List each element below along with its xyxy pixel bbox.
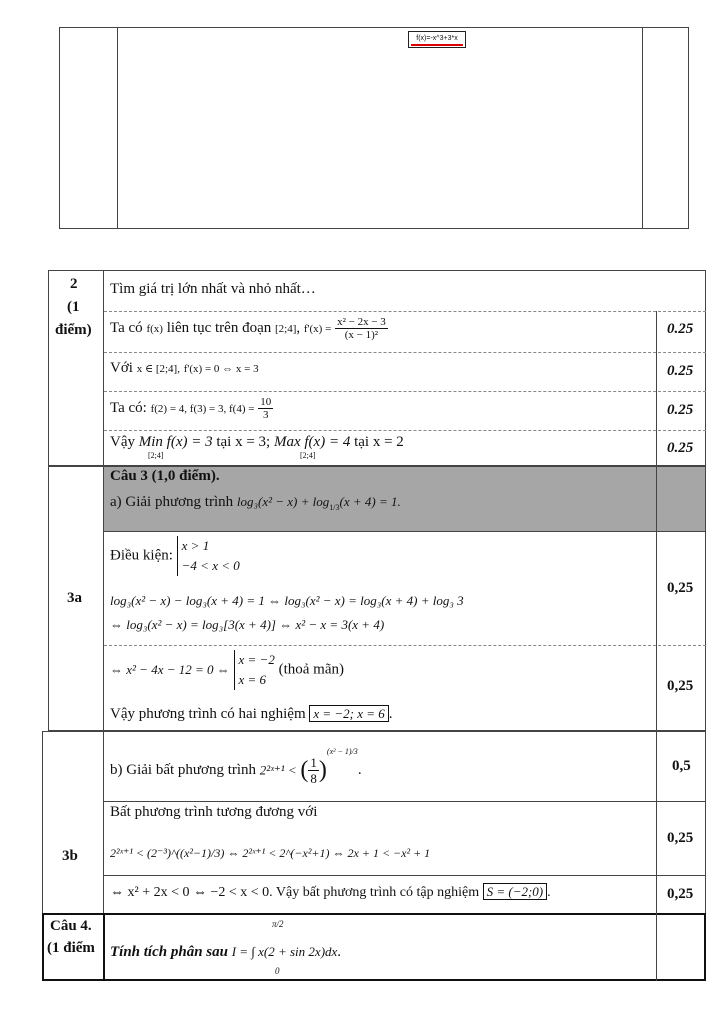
q2-row1-num: x² − 2x − 3 bbox=[337, 316, 386, 328]
q3b-exp: (x² − 1)/3 bbox=[326, 746, 358, 756]
q2-row1-fx: f(x) bbox=[146, 322, 163, 335]
q3b-eq: 2²ˣ⁺¹ < bbox=[259, 762, 297, 778]
q3b-equiv-line: 2²ˣ⁺¹ < (2⁻³)^((x²−1)/3) ⇔ 2²ˣ⁺¹ < 2^(−x²+1) ⇔ 2x + 1 < −x² + 1 bbox=[110, 846, 431, 860]
q3a-eq: ⇔ x² − 4x − 12 = 0 ⇔ bbox=[110, 662, 230, 677]
q3a-score-2: 0,25 bbox=[667, 678, 694, 694]
q2-row2-eq: f'(x) = 0 ⇔ x = 3 bbox=[183, 363, 259, 375]
q3a-sep-1 bbox=[104, 531, 706, 532]
q2-sep-4 bbox=[104, 430, 706, 431]
sat-label: (thoả mãn) bbox=[278, 661, 344, 678]
q2-row1-fraction bbox=[335, 316, 388, 341]
graph-left-divider bbox=[117, 27, 118, 229]
q3b-final-text: ⇔ x² + 2x < 0 ⇔ −2 < x < 0. Vậy bất phương trình có tập nghiệm bbox=[110, 885, 480, 900]
q3b-equiv: Bất phương trình tương đương với bbox=[110, 804, 318, 820]
q3a-sep-2 bbox=[104, 645, 706, 646]
concl-text: Vậy phương trình có hai nghiệm bbox=[110, 706, 306, 722]
q2-points: (1 bbox=[67, 299, 80, 315]
paren-open: ( bbox=[300, 757, 309, 783]
cond-1: x > 1 bbox=[181, 538, 210, 553]
q2-row1: Ta có f(x) liên tục trên đoạn [2;4], f'(x) = $\frac{\text{x² − 2x − 3}}{\text{(x − 1)²}}$ bbox=[110, 316, 386, 341]
q2-row4-sub-min: [2;4] bbox=[148, 451, 164, 460]
q3b-sep-1 bbox=[104, 801, 706, 802]
q3b-final: ⇔ x² + 2x < 0 ⇔ −2 < x < 0. Vậy bất phương trình có tập nghiệm S = (−2;0) . bbox=[110, 884, 551, 900]
q2-row3 bbox=[110, 396, 273, 421]
q3b-part-label: b) Giải bất phương trình bbox=[110, 762, 257, 778]
q2-row2-cond: x ∈ [2;4], bbox=[136, 363, 180, 375]
q3b-sep-2 bbox=[104, 875, 706, 876]
q2-row1-deriv: f'(x) = bbox=[303, 322, 332, 335]
sol-2: x = 6 bbox=[238, 672, 267, 687]
q2-row2 bbox=[110, 360, 259, 377]
q3b-label: 3b bbox=[62, 848, 78, 864]
q2-row4-min: Min f(x) = 3 bbox=[138, 434, 213, 450]
q2-score-3: 0.25 bbox=[667, 402, 694, 418]
cond-label: Điều kiện: bbox=[110, 547, 173, 564]
q4-text: Tính tích phân sau I = ∫ x(2 + sin 2x)dx. bbox=[110, 944, 342, 960]
q4-prompt: Tính tích phân sau bbox=[110, 944, 228, 960]
graph-right-divider bbox=[642, 27, 643, 229]
q2-row3-a: Ta có: bbox=[110, 399, 147, 416]
q2-row1-interval: [2;4] bbox=[274, 322, 297, 335]
cond-brace bbox=[177, 536, 240, 576]
q3a-score-divider bbox=[656, 466, 657, 731]
q4-integral: I = ∫ x(2 + sin 2x)dx bbox=[231, 944, 338, 959]
q2-points-2: điểm) bbox=[55, 322, 92, 338]
q2-row4-sub-max: [2;4] bbox=[300, 451, 316, 460]
q2-intro: Tìm giá trị lớn nhất và nhỏ nhất… bbox=[110, 281, 316, 297]
paren-close: ) bbox=[318, 757, 327, 783]
q2-row3-num: 10 bbox=[260, 396, 272, 408]
q2-sep-1 bbox=[104, 311, 706, 312]
q2-row1-a: Ta có bbox=[110, 319, 143, 336]
q3-part-a-sub: 1/3 bbox=[329, 503, 340, 512]
q3b-frac bbox=[308, 755, 319, 786]
q2-score-2: 0.25 bbox=[667, 363, 694, 379]
sol-1: x = −2 bbox=[238, 652, 275, 667]
q3-title: Câu 3 (1,0 điểm). bbox=[110, 468, 220, 484]
q4-upper: π/2 bbox=[272, 919, 284, 929]
q3b-score-1: 0,25 bbox=[667, 830, 694, 846]
q2-score-4: 0.25 bbox=[667, 440, 694, 456]
q3a-condition bbox=[110, 536, 240, 576]
q3a-label: 3a bbox=[67, 590, 82, 606]
q3a-line3 bbox=[110, 650, 344, 690]
q3b-part: b) Giải bất phương trình 2²ˣ⁺¹ < ( $\frac{1}{8}$ )$^{(x^2 - 1)/3}$. bbox=[110, 746, 362, 786]
q2-sep-3 bbox=[104, 391, 706, 392]
q4-score-divider bbox=[656, 913, 657, 981]
q2-score-divider bbox=[656, 311, 657, 466]
q2-row4-max: Max f(x) = 4 bbox=[273, 434, 351, 450]
q3-part-a bbox=[110, 494, 401, 512]
q2-row1-den: (x − 1)² bbox=[344, 329, 379, 341]
legend-line bbox=[411, 44, 463, 46]
q3b-final-box: S = (−2;0) bbox=[483, 883, 548, 900]
q2-row2-a: Với bbox=[110, 360, 133, 376]
q2-row3-eq: f(2) = 4, f(3) = 3, f(4) = bbox=[150, 402, 255, 415]
concl-box: x = −2; x = 6 bbox=[309, 705, 388, 722]
q3b-score-2: 0,25 bbox=[667, 886, 694, 902]
q2-row4-b: tại x = 3; bbox=[216, 434, 271, 450]
q3-part-a-label: a) Giải phương trình bbox=[110, 494, 234, 510]
q2-row4-c: tại x = 2 bbox=[354, 434, 404, 450]
q3b-score-divider bbox=[656, 731, 657, 914]
q2-sep-2 bbox=[104, 352, 706, 353]
q4-col-divider bbox=[103, 913, 105, 981]
q3-part-a-eq2: (x + 4) = 1. bbox=[339, 494, 401, 509]
q2-row4 bbox=[110, 434, 404, 451]
q2-number: 2 bbox=[70, 276, 78, 292]
q2-row1-b: liên tục trên đoạn bbox=[166, 319, 272, 336]
q3b-frac-d: 8 bbox=[310, 771, 317, 786]
q3a-line2: ⇔ log₃(x² − x) = log₃[3(x + 4)] ⇔ x² − x = 3(x + 4) bbox=[110, 617, 385, 632]
q3b-score-0: 0,5 bbox=[672, 758, 691, 774]
q4-lower: 0 bbox=[275, 966, 280, 976]
graph-frame bbox=[59, 27, 689, 229]
q2-row4-a: Vậy bbox=[110, 434, 135, 450]
q3a-col-divider bbox=[103, 466, 104, 731]
q3-part-a-eq: log₃(x² − x) + log bbox=[236, 494, 330, 509]
q2-score-1: 0.25 bbox=[667, 321, 694, 337]
sol-brace bbox=[234, 650, 275, 690]
q2-row3-den: 3 bbox=[262, 409, 269, 421]
cond-2: −4 < x < 0 bbox=[181, 558, 240, 573]
graph-formula-label bbox=[408, 31, 466, 48]
q3a-score-1: 0,25 bbox=[667, 580, 694, 596]
q4-label-1: Câu 4. bbox=[50, 918, 92, 934]
q3a-conclusion: Vậy phương trình có hai nghiệm x = −2; x = 6 . bbox=[110, 706, 393, 722]
q2-row3-fraction bbox=[258, 396, 273, 421]
formula-text: f(x)=-x^3+3*x bbox=[416, 35, 458, 42]
q3b-col-divider bbox=[103, 731, 104, 914]
q3b-frac-n: 1 bbox=[310, 755, 317, 770]
q2-col-divider bbox=[103, 270, 104, 466]
q3a-line1: log₃(x² − x) − log₃(x + 4) = 1 ⇔ log₃(x² − x) = log₃(x + 4) + log₃ 3 bbox=[110, 593, 464, 608]
q4-label-2: (1 điểm bbox=[47, 940, 95, 956]
